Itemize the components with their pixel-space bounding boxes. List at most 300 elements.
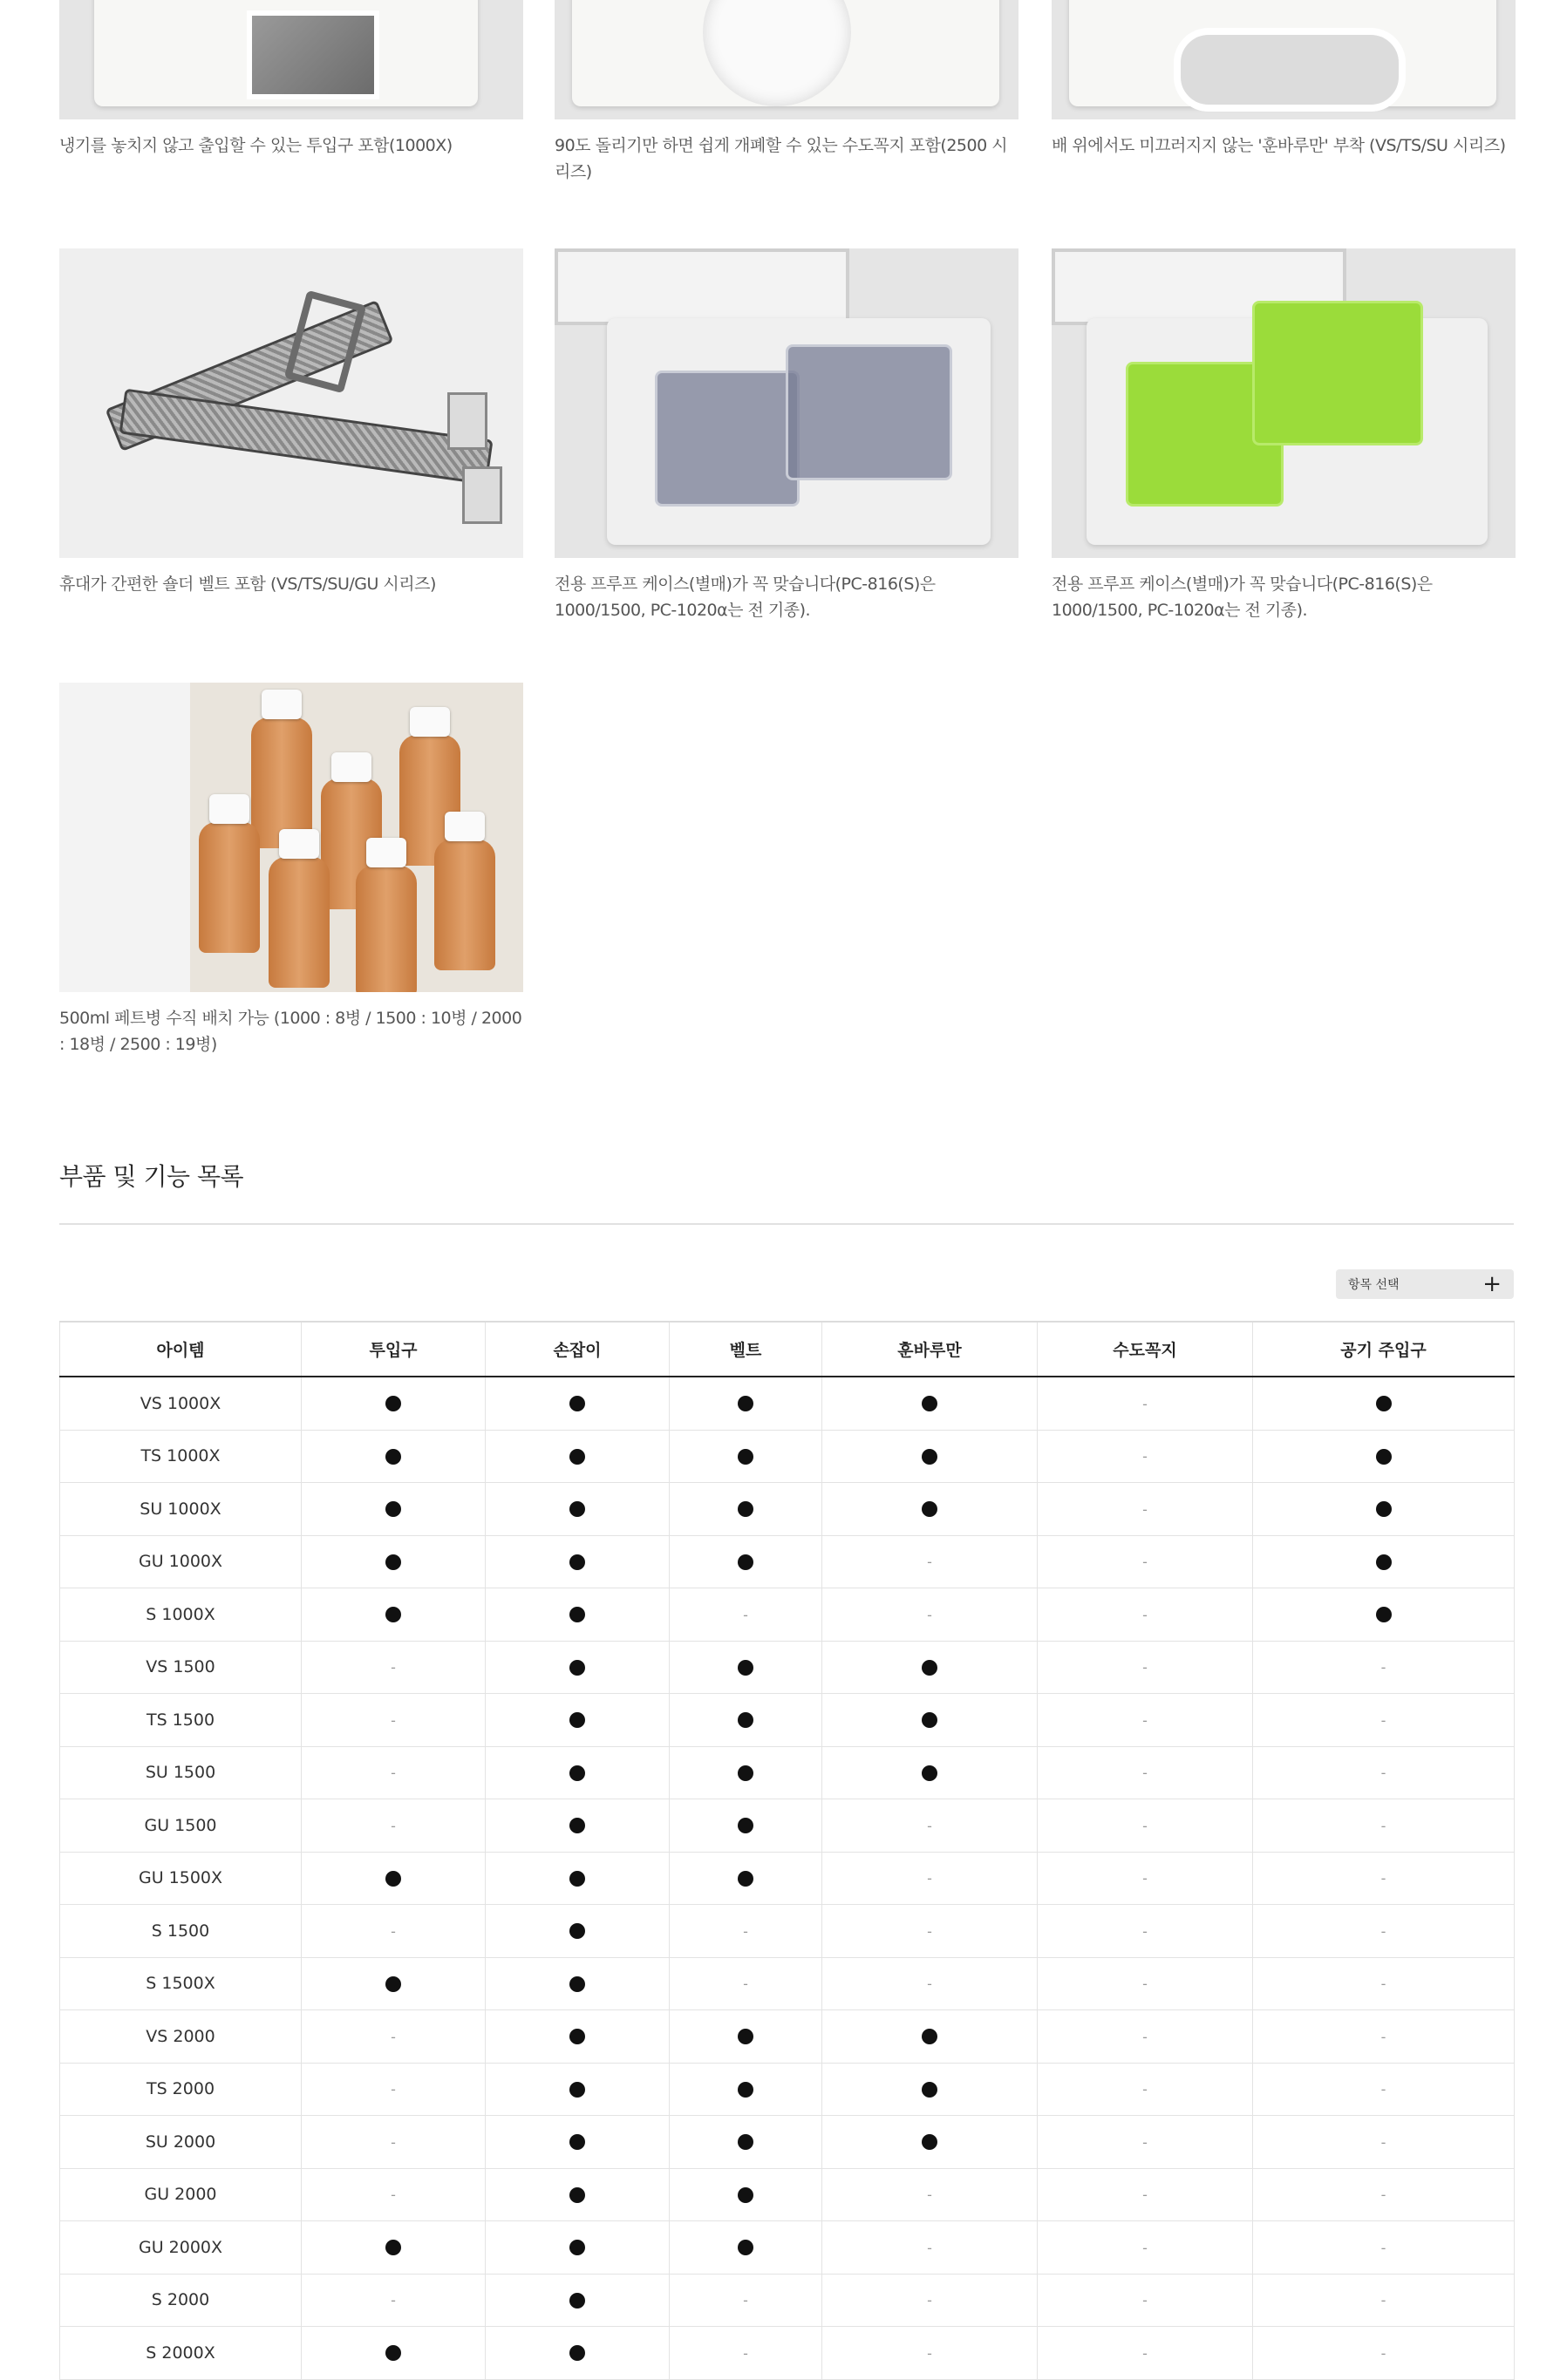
filled-dot-icon [922,1712,937,1728]
feature-yes-cell [822,1430,1038,1483]
feature-yes-cell [822,1746,1038,1799]
filled-dot-icon [569,1554,585,1570]
dash-mark: - [1380,1659,1386,1676]
feature-no-cell [1253,1746,1515,1799]
shoulder-belt-image [59,248,523,558]
gallery-card-faucet [555,0,1018,185]
filled-dot-icon [385,1554,401,1570]
filled-dot-icon [385,1449,401,1465]
feature-no-cell [1038,1377,1253,1430]
filled-dot-icon [922,1449,937,1465]
filled-dot-icon [738,1871,753,1887]
feature-yes-cell [486,1483,670,1536]
item-select-label: 항목 선택 [1348,1278,1400,1292]
feature-yes-cell [670,1746,822,1799]
feature-yes-cell [670,1694,822,1747]
feature-yes-cell [302,1483,486,1536]
dash-mark: - [927,1817,932,1834]
feature-no-cell [1038,1694,1253,1747]
feature-yes-cell [486,2221,670,2275]
table-row [60,1905,1515,1958]
feature-yes-cell [486,2116,670,2169]
table-header-row [60,1322,1515,1377]
feature-no-cell [1253,1799,1515,1853]
feature-no-cell [1253,2063,1515,2116]
feature-no-cell [302,1799,486,1853]
feature-no-cell [1038,2221,1253,2275]
item-select-button[interactable] [1336,1269,1514,1299]
feature-no-cell [1038,1852,1253,1905]
feature-yes-cell [486,2274,670,2327]
gallery-card-feet [1052,0,1516,159]
dash-mark: - [391,2081,396,2098]
filled-dot-icon [738,1818,753,1833]
feature-yes-cell [486,2327,670,2380]
feature-no-cell [1253,1641,1515,1694]
filled-dot-icon [569,2293,585,2309]
feature-no-cell [822,1535,1038,1588]
dash-mark: - [927,1870,932,1887]
gallery-caption: 휴대가 간편한 숄더 벨트 포함 (VS/TS/SU/GU 시리즈) [59,575,436,594]
dash-mark: - [1142,1870,1148,1887]
feature-yes-cell [486,1957,670,2010]
dash-mark: - [1142,1765,1148,1782]
dash-mark: - [1142,2292,1148,2309]
filled-dot-icon [922,1396,937,1411]
feature-yes-cell [670,1377,822,1430]
feature-yes-cell [1253,1483,1515,1536]
feature-no-cell [822,2168,1038,2221]
feature-yes-cell [670,1430,822,1483]
section-title: 부품 및 기능 목록 [59,1162,244,1191]
filled-dot-icon [1376,1501,1392,1517]
feature-yes-cell [670,1483,822,1536]
feature-yes-cell [486,1535,670,1588]
feature-no-cell [1038,2327,1253,2380]
dash-mark: - [1142,1659,1148,1676]
item-name-cell: TS 2000 [60,2063,302,2116]
dash-mark: - [743,2292,748,2309]
faucet-image [555,0,1018,119]
plus-icon: + [1482,1271,1502,1297]
filled-dot-icon [385,1396,401,1411]
table-row [60,2274,1515,2327]
feature-no-cell [1038,2274,1253,2327]
feature-yes-cell [1253,1430,1515,1483]
dash-mark: - [1142,2186,1148,2204]
dash-mark: - [1142,2344,1148,2362]
feature-no-cell [302,2274,486,2327]
feature-yes-cell [302,1430,486,1483]
feature-no-cell [1253,1905,1515,1958]
table-row [60,2168,1515,2221]
feature-no-cell [302,2010,486,2064]
feature-no-cell [1038,1535,1253,1588]
dash-mark: - [927,1975,932,1993]
feature-yes-cell [822,1641,1038,1694]
item-name-cell: S 1000X [60,1588,302,1642]
dash-mark: - [1380,2344,1386,2362]
item-name-cell: VS 1000X [60,1377,302,1430]
feature-no-cell [1038,1799,1253,1853]
dash-mark: - [743,2344,748,2362]
filled-dot-icon [738,2029,753,2044]
dash-mark: - [743,1922,748,1940]
item-name-cell: GU 1500X [60,1852,302,1905]
dash-mark: - [927,1922,932,1940]
feature-yes-cell [1253,1588,1515,1642]
filled-dot-icon [922,2029,937,2044]
feature-yes-cell [302,1957,486,2010]
filled-dot-icon [385,1976,401,1992]
table-row [60,2221,1515,2275]
feature-no-cell [302,1641,486,1694]
table-row [60,1430,1515,1483]
feature-yes-cell [486,1852,670,1905]
filled-dot-icon [569,1765,585,1781]
feature-no-cell [1038,1641,1253,1694]
dash-mark: - [1380,1975,1386,1993]
dash-mark: - [1380,2239,1386,2256]
filled-dot-icon [1376,1554,1392,1570]
filled-dot-icon [1376,1396,1392,1411]
filled-dot-icon [569,2240,585,2255]
dash-mark: - [927,2186,932,2204]
feature-no-cell [1253,2327,1515,2380]
item-name-cell: GU 1500 [60,1799,302,1853]
column-header: 아이템 [60,1322,302,1377]
dash-mark: - [1380,1922,1386,1940]
dash-mark: - [391,2292,396,2309]
feature-no-cell [822,1588,1038,1642]
feature-no-cell [1253,2116,1515,2169]
filled-dot-icon [569,2345,585,2361]
feature-no-cell [1253,1852,1515,1905]
feature-no-cell [1038,1588,1253,1642]
item-name-cell: S 2000X [60,2327,302,2380]
dash-mark: - [1142,1922,1148,1940]
feature-yes-cell [670,1535,822,1588]
feature-no-cell [1038,1483,1253,1536]
feature-no-cell [1038,1746,1253,1799]
feature-yes-cell [670,1641,822,1694]
feature-yes-cell [670,2221,822,2275]
feature-no-cell [822,2274,1038,2327]
filled-dot-icon [922,2134,937,2150]
feature-yes-cell [302,2327,486,2380]
table-row [60,1694,1515,1747]
feature-no-cell [1253,2168,1515,2221]
feature-yes-cell [1253,1377,1515,1430]
feature-no-cell [1038,1957,1253,2010]
filled-dot-icon [922,2082,937,2098]
dash-mark: - [1142,1606,1148,1623]
feature-no-cell [822,2221,1038,2275]
gallery-caption: 90도 돌리기만 하면 쉽게 개폐할 수 있는 수도꼭지 포함(2500 시리즈) [555,136,1008,181]
item-name-cell: S 2000 [60,2274,302,2327]
feature-no-cell [302,1694,486,1747]
feature-yes-cell [822,1377,1038,1430]
filled-dot-icon [738,2187,753,2203]
feature-yes-cell [670,2168,822,2221]
feature-no-cell [302,2116,486,2169]
item-name-cell: TS 1500 [60,1694,302,1747]
dash-mark: - [391,1711,396,1729]
feature-no-cell [1038,2010,1253,2064]
feature-no-cell [1038,2168,1253,2221]
dash-mark: - [927,1554,932,1571]
filled-dot-icon [1376,1607,1392,1622]
dash-mark: - [391,2186,396,2204]
item-name-cell: SU 1000X [60,1483,302,1536]
non-slip-feet-image [1052,0,1516,119]
pet-bottles-image [59,683,523,992]
section-divider [59,1223,1514,1225]
dash-mark: - [391,1659,396,1676]
feature-no-cell [1038,2116,1253,2169]
dash-mark: - [1380,1711,1386,1729]
dash-mark: - [1142,1554,1148,1571]
filled-dot-icon [738,2240,753,2255]
table-row [60,1535,1515,1588]
feature-no-cell [302,2168,486,2221]
dash-mark: - [391,2133,396,2151]
gallery-caption: 전용 프루프 케이스(별매)가 꼭 맞습니다(PC-816(S)은 1000/1500, PC-1020α는 전 기종). [555,575,936,620]
filled-dot-icon [738,1449,753,1465]
feature-no-cell [1253,2274,1515,2327]
item-name-cell: VS 2000 [60,2010,302,2064]
table-row [60,1746,1515,1799]
item-name-cell: VS 1500 [60,1641,302,1694]
feature-no-cell [822,1799,1038,1853]
column-header: 훈바루만 [822,1322,1038,1377]
filled-dot-icon [569,2029,585,2044]
feature-yes-cell [302,1588,486,1642]
feature-yes-cell [822,1694,1038,1747]
gallery-card-proof-case-clear [555,248,1018,623]
dash-mark: - [1142,2028,1148,2045]
filled-dot-icon [385,1607,401,1622]
table-row [60,2010,1515,2064]
dash-mark: - [1380,2081,1386,2098]
dash-mark: - [391,1817,396,1834]
filled-dot-icon [738,1554,753,1570]
feature-no-cell [670,1905,822,1958]
gallery-caption: 전용 프루프 케이스(별매)가 꼭 맞습니다(PC-816(S)은 1000/1500, PC-1020α는 전 기종). [1052,575,1433,620]
filled-dot-icon [569,1976,585,1992]
feature-no-cell [1253,2221,1515,2275]
filled-dot-icon [385,1871,401,1887]
feature-no-cell [1253,1694,1515,1747]
feature-yes-cell [1253,1535,1515,1588]
feature-no-cell [822,1852,1038,1905]
dash-mark: - [1380,1870,1386,1887]
feature-yes-cell [486,1905,670,1958]
cooler-inlet-image [59,0,523,119]
dash-mark: - [927,2239,932,2256]
dash-mark: - [391,1765,396,1782]
feature-yes-cell [302,1377,486,1430]
feature-no-cell [1038,1905,1253,1958]
item-name-cell: GU 1000X [60,1535,302,1588]
filled-dot-icon [569,1712,585,1728]
dash-mark: - [391,2028,396,2045]
feature-yes-cell [670,1852,822,1905]
table-row [60,1641,1515,1694]
table-row [60,2327,1515,2380]
table-row [60,1377,1515,1430]
gallery-caption: 500ml 페트병 수직 배치 가능 (1000 : 8병 / 1500 : 10병 / 2000 : 18병 / 2500 : 19병) [59,1009,522,1054]
table-row [60,1588,1515,1642]
item-name-cell: GU 2000 [60,2168,302,2221]
filled-dot-icon [385,2345,401,2361]
feature-yes-cell [486,1588,670,1642]
gallery-caption: 냉기를 놓치지 않고 출입할 수 있는 투입구 포함(1000X) [59,136,453,155]
dash-mark: - [1142,1448,1148,1465]
dash-mark: - [1142,1975,1148,1993]
filled-dot-icon [569,1660,585,1676]
column-header: 수도꼭지 [1038,1322,1253,1377]
feature-no-cell [670,1588,822,1642]
filled-dot-icon [569,1818,585,1833]
column-header: 공기 주입구 [1253,1322,1515,1377]
item-name-cell: GU 2000X [60,2221,302,2275]
dash-mark: - [1142,1395,1148,1412]
gallery-card-proof-case-green [1052,248,1516,623]
filled-dot-icon [569,1923,585,1939]
dash-mark: - [927,2292,932,2309]
gallery-card-bottles [59,683,523,1057]
filled-dot-icon [738,1396,753,1411]
feature-yes-cell [486,1430,670,1483]
item-name-cell: SU 1500 [60,1746,302,1799]
feature-yes-cell [822,2116,1038,2169]
feature-yes-cell [486,1641,670,1694]
dash-mark: - [1142,1500,1148,1518]
proof-case-clear-image [555,248,1018,558]
filled-dot-icon [569,1449,585,1465]
feature-yes-cell [822,1483,1038,1536]
filled-dot-icon [569,1871,585,1887]
column-header: 손잡이 [486,1322,670,1377]
gallery-caption: 배 위에서도 미끄러지지 않는 '훈바루만' 부착 (VS/TS/SU 시리즈) [1052,136,1506,155]
filled-dot-icon [922,1660,937,1676]
feature-yes-cell [486,1694,670,1747]
feature-yes-cell [822,2010,1038,2064]
dash-mark: - [743,1606,748,1623]
feature-yes-cell [302,1852,486,1905]
feature-no-cell [1253,2010,1515,2064]
table-row [60,1957,1515,2010]
filled-dot-icon [1376,1449,1392,1465]
feature-no-cell [822,2327,1038,2380]
table-row [60,1799,1515,1853]
feature-yes-cell [670,1799,822,1853]
filled-dot-icon [569,2082,585,2098]
dash-mark: - [927,2344,932,2362]
item-name-cell: S 1500 [60,1905,302,1958]
dash-mark: - [1380,1817,1386,1834]
feature-no-cell [822,1957,1038,2010]
dash-mark: - [1142,1817,1148,1834]
feature-yes-cell [822,2063,1038,2116]
dash-mark: - [1142,2133,1148,2151]
item-name-cell: S 1500X [60,1957,302,2010]
feature-yes-cell [302,1535,486,1588]
feature-yes-cell [670,2063,822,2116]
parts-features-table [59,1321,1515,2380]
feature-no-cell [1038,2063,1253,2116]
feature-yes-cell [670,2010,822,2064]
filled-dot-icon [569,2134,585,2150]
column-header: 투입구 [302,1322,486,1377]
filled-dot-icon [738,1660,753,1676]
dash-mark: - [1380,2133,1386,2151]
gallery-card-inlet [59,0,523,159]
filled-dot-icon [569,2187,585,2203]
filled-dot-icon [738,1501,753,1517]
filled-dot-icon [738,2082,753,2098]
feature-yes-cell [486,1377,670,1430]
filled-dot-icon [385,2240,401,2255]
dash-mark: - [1142,1711,1148,1729]
dash-mark: - [1380,2186,1386,2204]
dash-mark: - [391,1922,396,1940]
feature-no-cell [1038,1430,1253,1483]
filled-dot-icon [569,1501,585,1517]
table-row [60,1852,1515,1905]
filled-dot-icon [922,1501,937,1517]
filled-dot-icon [569,1396,585,1411]
filled-dot-icon [738,1765,753,1781]
feature-no-cell [822,1905,1038,1958]
item-name-cell: TS 1000X [60,1430,302,1483]
feature-no-cell [670,2274,822,2327]
feature-yes-cell [486,2063,670,2116]
item-name-cell: SU 2000 [60,2116,302,2169]
filled-dot-icon [569,1607,585,1622]
filled-dot-icon [738,2134,753,2150]
filled-dot-icon [385,1501,401,1517]
dash-mark: - [1142,2081,1148,2098]
filled-dot-icon [738,1712,753,1728]
feature-no-cell [670,2327,822,2380]
feature-yes-cell [486,2010,670,2064]
table-row [60,2063,1515,2116]
feature-no-cell [302,1905,486,1958]
gallery-card-belt [59,248,523,597]
dash-mark: - [1380,2292,1386,2309]
feature-no-cell [670,1957,822,2010]
feature-yes-cell [486,2168,670,2221]
dash-mark: - [1380,1765,1386,1782]
table-row [60,1483,1515,1536]
feature-no-cell [302,1746,486,1799]
feature-yes-cell [670,2116,822,2169]
dash-mark: - [1142,2239,1148,2256]
proof-case-green-image [1052,248,1516,558]
dash-mark: - [743,1975,748,1993]
dash-mark: - [927,1606,932,1623]
feature-no-cell [1253,1957,1515,2010]
feature-no-cell [302,2063,486,2116]
table-row [60,2116,1515,2169]
feature-yes-cell [486,1746,670,1799]
feature-yes-cell [486,1799,670,1853]
feature-yes-cell [302,2221,486,2275]
filled-dot-icon [922,1765,937,1781]
column-header: 벨트 [670,1322,822,1377]
